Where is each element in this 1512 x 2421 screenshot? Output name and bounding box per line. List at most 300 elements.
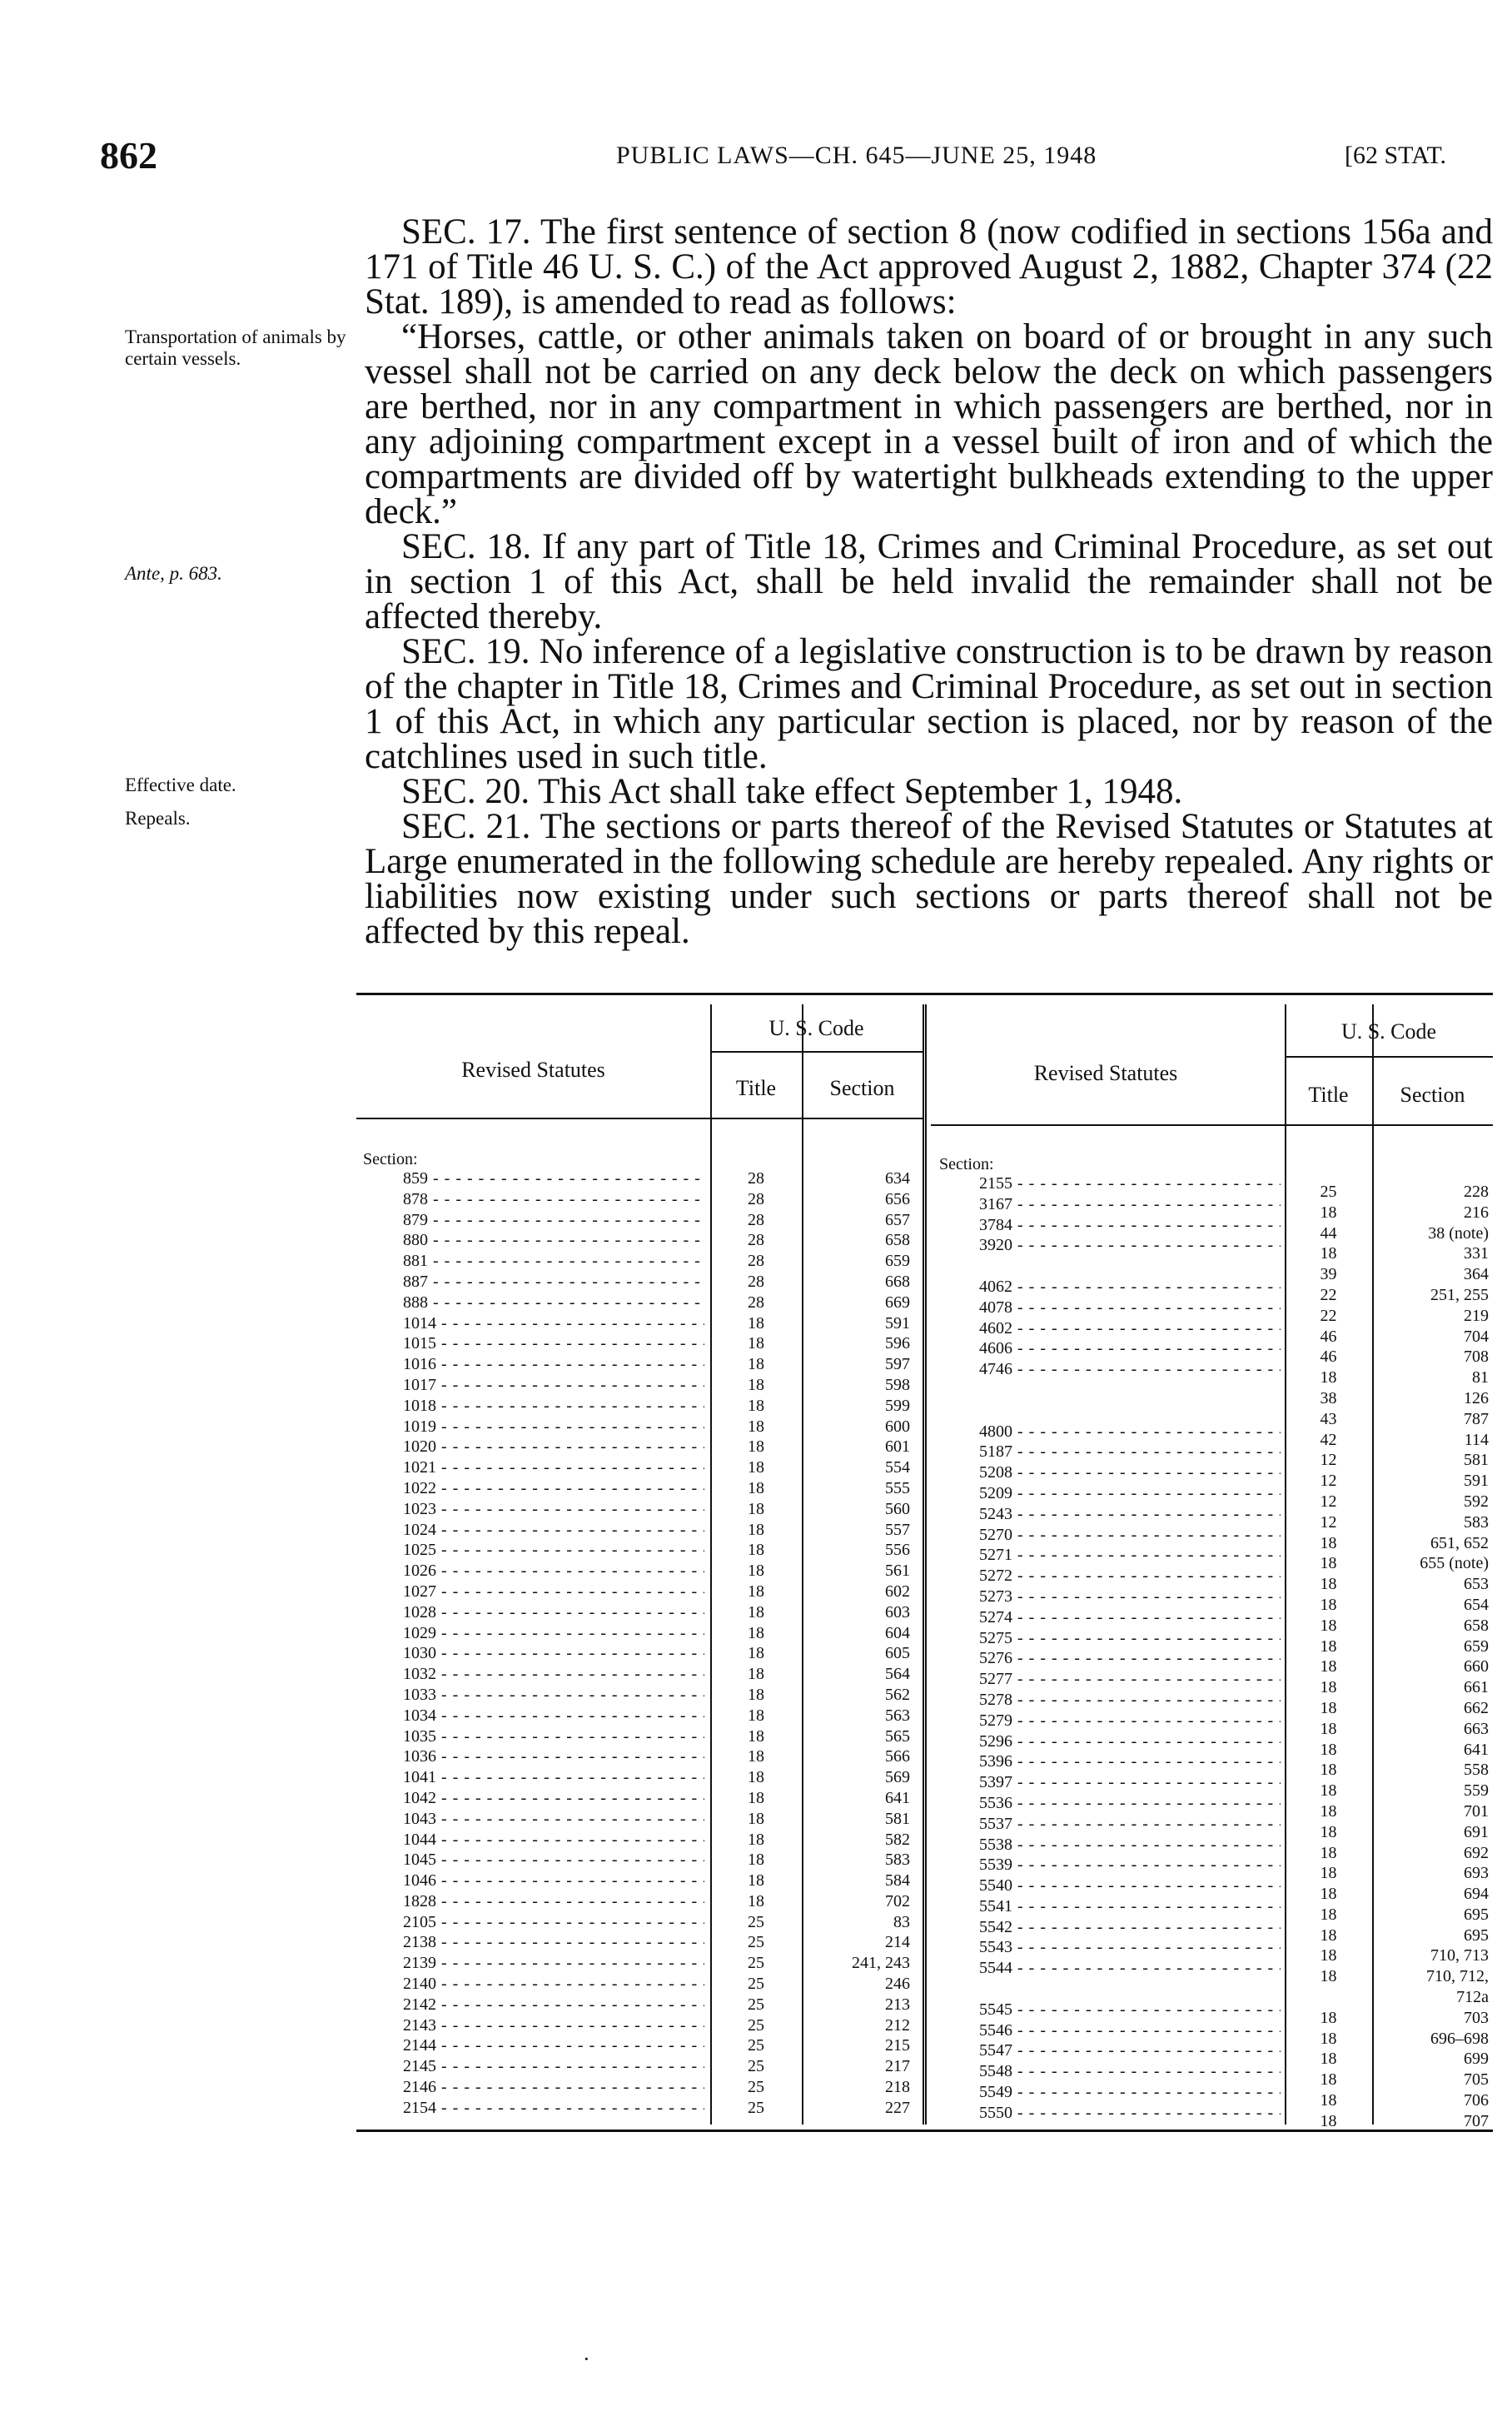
table-divider-double [923, 1004, 927, 2125]
table-cell-rs: 2146 - - - [403, 2077, 704, 2098]
table-cell-rs: 5397 - - - [979, 1772, 1281, 1793]
table-cell-title: 18 [748, 1582, 764, 1601]
table-cell-rs: 1014 - - - [403, 1313, 704, 1334]
table-cell-title: 18 [1320, 1801, 1337, 1821]
table-cell-section: 562 [885, 1685, 910, 1704]
table-cell-title: 18 [1320, 1698, 1337, 1717]
margin-note-ante: Ante, p. 683. [125, 563, 222, 584]
table-cell-title: 28 [748, 1293, 764, 1312]
table-cell-title: 25 [748, 2078, 764, 2097]
table-cell-section: 582 [885, 1830, 910, 1849]
running-head: PUBLIC LAWS—CH. 645—JUNE 25, 1948 [616, 142, 1097, 169]
table-cell-title: 18 [748, 1458, 764, 1477]
table-cell-title: 18 [748, 1541, 764, 1560]
table-cell-section: 656 [885, 1189, 910, 1208]
table-cell-title: 18 [748, 1499, 764, 1518]
header-us-code-left: U. S. Code [768, 1016, 864, 1040]
table-cell-section: 331 [1464, 1244, 1489, 1263]
table-cell-rs: 1041 - - - [403, 1767, 704, 1788]
table-cell-title: 18 [1320, 1761, 1337, 1780]
table-cell-section: 701 [1464, 1801, 1489, 1821]
table-cell-rs: 5544 - - - [979, 1958, 1281, 1979]
table-cell-title: 28 [748, 1169, 764, 1188]
table-cell-section: 663 [1464, 1719, 1489, 1738]
table-cell-rs: 2145 - - - [403, 2056, 704, 2077]
table-cell-rs: 5538 - - - [979, 1835, 1281, 1856]
table-cell-section: 569 [885, 1768, 910, 1787]
table-cell-rs: 5279 - - - [979, 1711, 1281, 1731]
table-cell-rs: 5278 - - - [979, 1690, 1281, 1711]
header-subrule [1285, 1056, 1493, 1058]
table-cell-rs [979, 1256, 1281, 1277]
table-cell-title: 18 [748, 1809, 764, 1828]
table-cell-rs: 1030 - - - [403, 1643, 704, 1664]
table-cell-section: 662 [1464, 1698, 1489, 1717]
table-cell-section: 566 [885, 1747, 910, 1766]
table-cell-rs: 1033 - - - [403, 1685, 704, 1706]
table-cell-rs: 1016 - - - [403, 1354, 704, 1375]
table-cell-section: 591 [1464, 1472, 1489, 1491]
table-cell-section: 601 [885, 1437, 910, 1457]
table-cell-title: 25 [748, 2057, 764, 2076]
right-section-label [939, 1154, 1281, 1175]
repeal-schedule-table [356, 993, 1493, 2134]
table-cell-title: 18 [748, 1768, 764, 1787]
table-cell-section: 696–698 [1430, 2029, 1489, 2048]
table-cell-section: 602 [885, 1582, 910, 1601]
table-cell-title: 12 [1320, 1512, 1337, 1532]
table-cell-title: 25 [748, 1912, 764, 1931]
table-cell-title: 28 [748, 1252, 764, 1271]
table-bottom-rule [356, 2130, 1493, 2132]
table-cell-section: 699 [1464, 2050, 1489, 2069]
page-mark: · [583, 2347, 590, 2371]
header-bottom-rule [356, 1118, 923, 1119]
table-cell-title: 18 [748, 1871, 764, 1890]
section-20-text: This Act shall take effect September 1, 1948. [538, 772, 1183, 811]
table-cell-title: 18 [1320, 1946, 1337, 1965]
table-cell-rs: 5187 - - - [979, 1442, 1281, 1462]
section-label: Section: [363, 1150, 418, 1168]
header-section-right: Section [1400, 1083, 1465, 1107]
table-cell-section: 246 [885, 1975, 910, 1994]
table-cell-rs: 1046 - - - [403, 1871, 704, 1891]
table-cell-title: 28 [748, 1189, 764, 1208]
table-cell-rs: 1042 - - - [403, 1788, 704, 1809]
table-cell-section: 599 [885, 1396, 910, 1415]
table-cell-rs: 5274 - - - [979, 1607, 1281, 1628]
table-cell-section: 559 [1464, 1781, 1489, 1801]
section-21-label: SEC. 21. [401, 807, 531, 846]
table-cell-title: 18 [748, 1685, 764, 1704]
table-cell-section: 241, 243 [852, 1954, 910, 1973]
right-section-column [1372, 1182, 1489, 2132]
table-cell-rs: 1026 - - - [403, 1561, 704, 1582]
table-cell-rs: 5396 - - - [979, 1751, 1281, 1772]
table-cell-title: 22 [1320, 1285, 1337, 1304]
table-cell-title: 38 [1320, 1388, 1337, 1407]
table-cell-title: 18 [1320, 1368, 1337, 1387]
table-cell-title: 18 [1320, 2091, 1337, 2110]
table-cell-section: 219 [1464, 1306, 1489, 1325]
table-cell-title: 18 [1320, 2008, 1337, 2027]
section-label: Section: [939, 1155, 994, 1173]
table-cell-rs: 1019 - - - [403, 1417, 704, 1437]
table-cell-title: 18 [1320, 1967, 1337, 1986]
table-cell-title: 18 [1320, 1533, 1337, 1552]
table-cell-rs: 887 - - - [403, 1272, 704, 1293]
table-cell-section: 598 [885, 1375, 910, 1394]
section-19 [365, 632, 1493, 776]
table-cell-rs [979, 1401, 1281, 1422]
table-cell-section: 554 [885, 1458, 910, 1477]
table-cell-title: 18 [748, 1396, 764, 1415]
table-cell-section: 555 [885, 1478, 910, 1497]
table-cell-section: 556 [885, 1541, 910, 1560]
table-cell-section: 563 [885, 1706, 910, 1725]
table-cell-section: 706 [1464, 2091, 1489, 2110]
left-section-column [802, 1168, 910, 2119]
table-cell-title: 18 [1320, 2050, 1337, 2069]
section-19-text: No inference of a legislative construction is to be drawn by reason of the chapter in Title 18, Crimes and Criminal Procedure, as set out in section 1 of this Act, in which any particular section is placed, nor by reason of the catchlines used in such title. [365, 632, 1493, 776]
table-cell-rs: 888 - - - [403, 1293, 704, 1313]
table-cell-rs: 5547 - - - [979, 2040, 1281, 2061]
table-cell-title: 18 [1320, 1575, 1337, 1594]
table-cell-rs: 1044 - - - [403, 1830, 704, 1851]
table-cell-rs: 880 - - - [403, 1230, 704, 1251]
table-cell-section: 228 [1464, 1183, 1489, 1201]
table-cell-rs: 1022 - - - [403, 1478, 704, 1499]
table-cell-section: 364 [1464, 1265, 1489, 1284]
table-cell-section: 581 [1464, 1451, 1489, 1470]
table-cell-section: 597 [885, 1355, 910, 1374]
table-cell-rs: 5546 - - - [979, 2020, 1281, 2041]
table-cell-section: 215 [885, 2036, 910, 2055]
header-title-left: Title [735, 1076, 777, 1100]
table-cell-section: 557 [885, 1520, 910, 1539]
table-cell-section: 583 [885, 1851, 910, 1870]
table-cell-section: 668 [885, 1272, 910, 1291]
table-cell-rs: 4800 - - - [979, 1422, 1281, 1442]
table-cell-title: 18 [748, 1830, 764, 1849]
table-cell-section: 658 [885, 1231, 910, 1250]
table-cell-section: 708 [1464, 1347, 1489, 1367]
table-cell-title: 18 [1320, 1719, 1337, 1738]
table-cell-rs: 5550 - - - [979, 2103, 1281, 2124]
table-cell-title: 25 [1320, 1183, 1337, 1201]
table-cell-section: 702 [885, 1891, 910, 1910]
table-cell-rs: 2155 - - - [979, 1173, 1281, 1194]
table-cell-section: 126 [1464, 1388, 1489, 1407]
table-cell-rs: 1029 - - - [403, 1623, 704, 1644]
table-cell-section: 641 [885, 1788, 910, 1807]
table-cell-rs: 5539 - - - [979, 1855, 1281, 1876]
table-cell-title: 18 [748, 1623, 764, 1642]
table-cell-section: 603 [885, 1602, 910, 1621]
table-cell-rs: 1035 - - - [403, 1726, 704, 1747]
table-cell-section: 560 [885, 1499, 910, 1518]
margin-note-repeals: Repeals. [125, 808, 191, 829]
left-section-label [363, 1149, 704, 1170]
table-cell-title: 39 [1320, 1265, 1337, 1284]
table-cell-rs: 1021 - - - [403, 1457, 704, 1478]
table-cell-rs: 2144 - - - [403, 2035, 704, 2056]
table-cell-section: 561 [885, 1562, 910, 1581]
table-cell-title: 18 [748, 1334, 764, 1353]
table-cell-title: 18 [748, 1851, 764, 1870]
table-cell-section: 704 [1464, 1327, 1489, 1346]
table-cell-title: 18 [1320, 1740, 1337, 1759]
table-cell-rs: 4078 - - - [979, 1298, 1281, 1318]
table-cell-section: 707 [1464, 2111, 1489, 2130]
table-cell-title: 18 [1320, 2029, 1337, 2048]
table-cell-rs: 1034 - - - [403, 1706, 704, 1726]
header-bottom-rule [931, 1124, 1493, 1126]
table-cell-title: 18 [748, 1665, 764, 1684]
body-text [365, 212, 1494, 951]
table-cell-section: 641 [1464, 1740, 1489, 1759]
table-cell-title: 28 [748, 1210, 764, 1229]
table-cell-section: 216 [1464, 1203, 1489, 1222]
table-cell-title: 18 [1320, 1905, 1337, 1924]
left-revised-statutes-column [403, 1168, 704, 2119]
table-cell-rs: 3167 - - - [979, 1194, 1281, 1215]
section-18-text: If any part of Title 18, Crimes and Criminal Procedure, as set out in section 1 of this Act, shall be held invalid the remainder shall not be affected thereby. [365, 527, 1494, 636]
table-cell-rs: 2140 - - - [403, 1974, 704, 1995]
table-cell-section: 212 [885, 2015, 910, 2035]
table-cell-rs: 1015 - - - [403, 1333, 704, 1354]
table-cell-title: 28 [748, 1231, 764, 1250]
header-revised-statutes-right: Revised Statutes [1033, 1061, 1178, 1085]
table-cell-section: 691 [1464, 1822, 1489, 1841]
table-cell-title: 18 [748, 1478, 764, 1497]
table-cell-section: 659 [1464, 1636, 1489, 1656]
header-subrule [710, 1051, 923, 1053]
table-cell-section: 787 [1464, 1409, 1489, 1428]
table-cell-section: 114 [1464, 1430, 1489, 1449]
table-cell-rs: 1024 - - - [403, 1520, 704, 1541]
table-cell-title: 46 [1320, 1347, 1337, 1367]
table-cell-title: 18 [1320, 1885, 1337, 1904]
table-cell-rs: 5540 - - - [979, 1876, 1281, 1896]
table-cell-title: 18 [748, 1437, 764, 1457]
table-cell-section: 654 [1464, 1595, 1489, 1614]
table-cell-rs: 1025 - - - [403, 1540, 704, 1561]
table-cell-title: 18 [1320, 1203, 1337, 1222]
table-cell-rs: 1017 - - - [403, 1375, 704, 1396]
statute-reference: [62 STAT. [1345, 142, 1447, 169]
table-cell-rs: 5270 - - - [979, 1525, 1281, 1546]
table-cell-rs [979, 1979, 1281, 2000]
table-cell-title: 25 [748, 2036, 764, 2055]
table-cell-rs: 879 - - - [403, 1210, 704, 1231]
table-cell-rs: 1036 - - - [403, 1746, 704, 1767]
table-cell-rs: 2142 - - - [403, 1995, 704, 2015]
table-cell-rs: 4746 - - - [979, 1359, 1281, 1380]
table-cell-section: 659 [885, 1252, 910, 1271]
table-cell-rs: 2154 - - - [403, 2098, 704, 2119]
table-cell-title: 18 [1320, 2111, 1337, 2130]
table-cell-title: 12 [1320, 1451, 1337, 1470]
table-cell-title: 18 [1320, 1554, 1337, 1573]
table-cell-rs: 4606 - - - [979, 1338, 1281, 1359]
section-18-label: SEC. 18. [401, 527, 532, 566]
table-cell-rs: 5296 - - - [979, 1731, 1281, 1752]
table-cell-section: 653 [1464, 1575, 1489, 1594]
table-cell-rs: 5548 - - - [979, 2061, 1281, 2082]
table-cell-rs: 5536 - - - [979, 1793, 1281, 1814]
table-cell-section: 651, 652 [1430, 1533, 1489, 1552]
table-cell-rs: 878 - - - [403, 1189, 704, 1210]
header-us-code-right: U. S. Code [1340, 1019, 1437, 1044]
section-17-label: SEC. 17. [401, 212, 531, 252]
left-title-column [710, 1168, 802, 2119]
table-cell-title: 18 [1320, 1678, 1337, 1697]
table-cell-section: 584 [885, 1871, 910, 1890]
table-cell-title: 18 [1320, 1616, 1337, 1635]
table-cell-rs [979, 1380, 1281, 1401]
table-cell-title: 18 [748, 1520, 764, 1539]
table-cell-title: 43 [1320, 1409, 1337, 1428]
header-title-right: Title [1308, 1083, 1349, 1107]
table-cell-rs: 5277 - - - [979, 1669, 1281, 1690]
table-cell-rs: 1043 - - - [403, 1809, 704, 1830]
table-cell-title: 18 [1320, 1822, 1337, 1841]
table-cell-section: 658 [1464, 1616, 1489, 1635]
table-cell-rs: 1028 - - - [403, 1602, 704, 1623]
table-cell-section: 213 [885, 1995, 910, 2014]
table-cell-rs: 5209 - - - [979, 1483, 1281, 1504]
table-cell-section: 692 [1464, 1843, 1489, 1862]
table-cell-section: 592 [1464, 1492, 1489, 1511]
section-20-label: SEC. 20. [401, 772, 530, 811]
table-cell-rs: 5275 - - - [979, 1628, 1281, 1649]
table-cell-section: 591 [885, 1313, 910, 1333]
table-cell-section: 83 [893, 1912, 910, 1931]
right-revised-statutes-column [979, 1173, 1281, 2124]
table-cell-section: 227 [885, 2098, 910, 2117]
table-cell-section: 214 [885, 1933, 910, 1952]
table-cell-title: 18 [748, 1602, 764, 1621]
table-cell-section: 712a [1456, 1988, 1489, 2007]
table-cell-section: 565 [885, 1726, 910, 1746]
table-cell-section: 705 [1464, 2070, 1489, 2090]
table-cell-rs: 5208 - - - [979, 1462, 1281, 1483]
table-cell-section: 695 [1464, 1925, 1489, 1945]
section-17-quote: “Horses, cattle, or other animals taken on board of or brought in any such vessel shall not be carried on any deck below the deck on which passengers are berthed, nor in any compartment in which passengers are berthed, nor in any adjoining compartment except in a vessel built of iron and of which the compartments are divided off by watertight bulkheads extending to the upper deck.” [365, 317, 1493, 531]
table-cell-rs: 5276 - - - [979, 1648, 1281, 1669]
table-cell-rs: 5273 - - - [979, 1587, 1281, 1607]
table-cell-section: 661 [1464, 1678, 1489, 1697]
margin-note-transportation: Transportation of animals by certain vessels. [125, 326, 346, 369]
table-cell-rs: 2138 - - - [403, 1932, 704, 1953]
table-cell-title: 18 [1320, 1843, 1337, 1862]
table-cell-title: 18 [748, 1644, 764, 1663]
table-cell-rs: 1020 - - - [403, 1437, 704, 1457]
table-cell-title: 18 [748, 1788, 764, 1807]
table-cell-rs: 859 - - - [403, 1168, 704, 1189]
table-cell-title: 46 [1320, 1327, 1337, 1346]
table-cell-rs: 3920 - - - [979, 1235, 1281, 1256]
table-cell-section: 38 (note) [1428, 1223, 1489, 1243]
table-cell-title: 18 [1320, 2070, 1337, 2090]
table-cell-rs: 1027 - - - [403, 1582, 704, 1602]
table-cell-title: 12 [1320, 1472, 1337, 1491]
table-cell-rs: 2139 - - - [403, 1953, 704, 1974]
table-cell-title: 12 [1320, 1492, 1337, 1511]
table-cell-section: 605 [885, 1644, 910, 1663]
section-17 [365, 212, 1493, 321]
table-cell-title: 18 [748, 1747, 764, 1766]
section-18 [365, 527, 1494, 636]
table-cell-rs: 5537 - - - [979, 1814, 1281, 1835]
table-cell-section: 634 [885, 1169, 910, 1188]
table-cell-title: 18 [1320, 1864, 1337, 1883]
table-cell-title: 25 [748, 1933, 764, 1952]
table-cell-title: 44 [1320, 1223, 1337, 1243]
table-cell-section: 694 [1464, 1885, 1489, 1904]
table-cell-section: 669 [885, 1293, 910, 1312]
page-number: 862 [100, 134, 157, 177]
table-cell-rs: 5243 - - - [979, 1504, 1281, 1525]
table-cell-title: 18 [748, 1706, 764, 1725]
table-cell-section: 660 [1464, 1657, 1489, 1676]
table-cell-rs: 1045 - - - [403, 1850, 704, 1871]
table-cell-title: 18 [1320, 1657, 1337, 1676]
table-cell-rs: 2105 - - - [403, 1912, 704, 1933]
table-cell-section: 583 [1464, 1512, 1489, 1532]
margin-note-effective-date: Effective date. [125, 775, 236, 795]
table-cell-title: 25 [748, 1975, 764, 1994]
table-cell-title: 18 [1320, 1244, 1337, 1263]
table-cell-section: 657 [885, 1210, 910, 1229]
table-cell-rs: 5549 - - - [979, 2082, 1281, 2103]
header-revised-statutes-left: Revised Statutes [461, 1058, 605, 1082]
table-cell-rs: 5542 - - - [979, 1917, 1281, 1938]
table-cell-section: 217 [885, 2057, 910, 2076]
table-cell-rs: 1032 - - - [403, 1664, 704, 1685]
table-cell-rs: 3784 - - - [979, 1215, 1281, 1236]
table-cell-title [1285, 1987, 1372, 2008]
table-cell-title: 18 [748, 1313, 764, 1333]
table-cell-title: 22 [1320, 1306, 1337, 1325]
table-cell-rs: 5543 - - - [979, 1937, 1281, 1958]
table-cell-title: 18 [748, 1562, 764, 1581]
table-cell-section: 693 [1464, 1864, 1489, 1883]
table-cell-rs: 1018 - - - [403, 1396, 704, 1417]
table-cell-rs: 881 - - - [403, 1251, 704, 1272]
table-cell-section: 710, 713 [1430, 1946, 1489, 1965]
section-20 [365, 772, 1493, 811]
table-cell-rs: 1023 - - - [403, 1499, 704, 1520]
table-cell-title: 18 [1320, 1595, 1337, 1614]
table-cell-title: 18 [1320, 1636, 1337, 1656]
table-cell-section: 600 [885, 1417, 910, 1436]
table-cell-title: 25 [748, 2098, 764, 2117]
table-cell-rs: 5272 - - - [979, 1566, 1281, 1587]
table-cell-rs: 4602 - - - [979, 1318, 1281, 1339]
table-cell-rs: 1828 - - - [403, 1891, 704, 1912]
table-cell-title: 42 [1320, 1430, 1337, 1449]
table-cell-title: 25 [748, 1954, 764, 1973]
section-17-text: The first sentence of section 8 (now codified in sections 156a and 171 of Title 46 U. S. C.) of the Act approved August 2, 1882, Chapter 374 (22 Stat. 189), is amended to read as follows: [365, 212, 1493, 321]
table-cell-section: 655 (note) [1420, 1554, 1489, 1573]
table-cell-rs: 5541 - - - [979, 1896, 1281, 1917]
table-cell-title: 18 [748, 1891, 764, 1910]
table-cell-section: 564 [885, 1665, 910, 1684]
table-cell-section: 695 [1464, 1905, 1489, 1924]
table-cell-section: 581 [885, 1809, 910, 1828]
